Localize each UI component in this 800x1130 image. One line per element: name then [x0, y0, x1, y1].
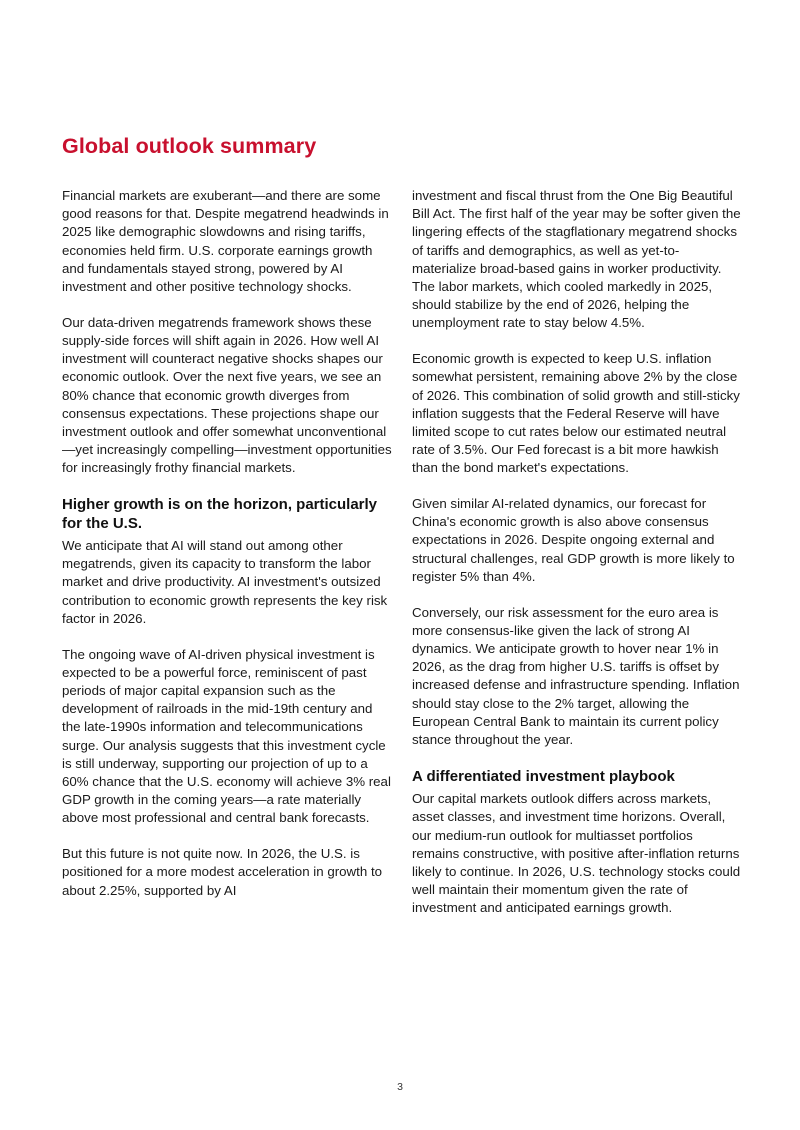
- section-heading-higher-growth: Higher growth is on the horizon, particularly for the U.S.: [62, 496, 378, 533]
- paragraph-megatrends: Our data-driven megatrends framework shows these supply-side forces will shift again in 2026. How well AI investment will counteract negative shocks shapes our economic outlook. Over the next five years, we see an 80% chance that economic growth diverges from consensus expectations. These projections shape our investment outlook and offer somewhat unconventional—yet increasingly compelling—investment opportunities for increasingly frothy financial markets.: [62, 314, 392, 476]
- section-heading-investment-playbook: A differentiated investment playbook: [412, 768, 675, 786]
- paragraph-capital-markets: Our capital markets outlook differs across markets, asset classes, and investment time horizons. Overall, our medium-run outlook for multiasset portfolios remains constructive, with positive after-inflation returns likely to continue. In 2026, U.S. technology stocks could well maintain their momentum given the rate of investment and anticipated earnings growth.: [412, 791, 741, 916]
- page-title: Global outlook summary: [62, 134, 317, 158]
- left-column: [62, 187, 394, 917]
- paragraph-intro: Financial markets are exuberant—and there are some good reasons for that. Despite megatrend headwinds in 2025 like demographic slowdowns and rising tariffs, economies held firm. U.S. corporate earnings growth and fundamentals stayed strong, powered by AI investment and other positive technology shocks.: [62, 188, 389, 295]
- paragraph-china: Given similar AI-related dynamics, our forecast for China's economic growth is also above consensus expectations in 2026. Despite ongoing external and structural challenges, real GDP growth is more likely to register 5% than 4%.: [412, 496, 735, 584]
- paragraph-ai-investment-wave: The ongoing wave of AI-driven physical investment is expected to be a powerful force, reminiscent of past periods of major capital expansion such as the development of railroads in the mid-19th century and the late-1990s information and telecommunications surge. Our analysis suggests that this investment cycle is still underway, supporting our projection of up to a 60% chance that the U.S. economy will achieve 3% real GDP growth in the coming years—a rate materially above most professional and central bank forecasts.: [62, 646, 391, 826]
- paragraph-inflation: Economic growth is expected to keep U.S. inflation somewhat persistent, remaining above 2% by the close of 2026. This combination of solid growth and still-sticky inflation suggests that the Federal Reserve will have limited scope to cut rates below our estimated neutral rate of 3.5%. Our Fed forecast is a bit more hawkish than the bond market's expectations.: [412, 351, 740, 476]
- paragraph-2026-acceleration: But this future is not quite now. In 2026, the U.S. is positioned for a more modest acceleration in growth to about 2.25%, supported by AI: [62, 846, 383, 898]
- paragraph-ai-standout: We anticipate that AI will stand out among other megatrends, given its capacity to transform the labor market and drive productivity. AI investment's outsized contribution to economic growth represents the key risk factor in 2026.: [62, 538, 388, 626]
- page-number: 3: [397, 1081, 403, 1093]
- paragraph-fiscal-thrust: investment and fiscal thrust from the One Big Beautiful Bill Act. The first half of the year may be softer given the lingering effects of the stagflationary megatrend shocks of tariffs and demographics, as well as yet-to-materialize broad-based gains in worker productivity. The labor markets, which cooled markedly in 2025, should stabilize by the end of 2026, helping the unemployment rate to stay below 4.5%.: [412, 188, 741, 331]
- right-column: [412, 187, 742, 935]
- paragraph-euro-area: Conversely, our risk assessment for the euro area is more consensus-like given the lack of strong AI dynamics. We anticipate growth to hover near 1% in 2026, as the drag from higher U.S. tariffs is offset by increased defense and infrastructure spending. Inflation should stay close to the 2% target, allowing the European Central Bank to maintain its current policy stance throughout the year.: [412, 604, 740, 747]
